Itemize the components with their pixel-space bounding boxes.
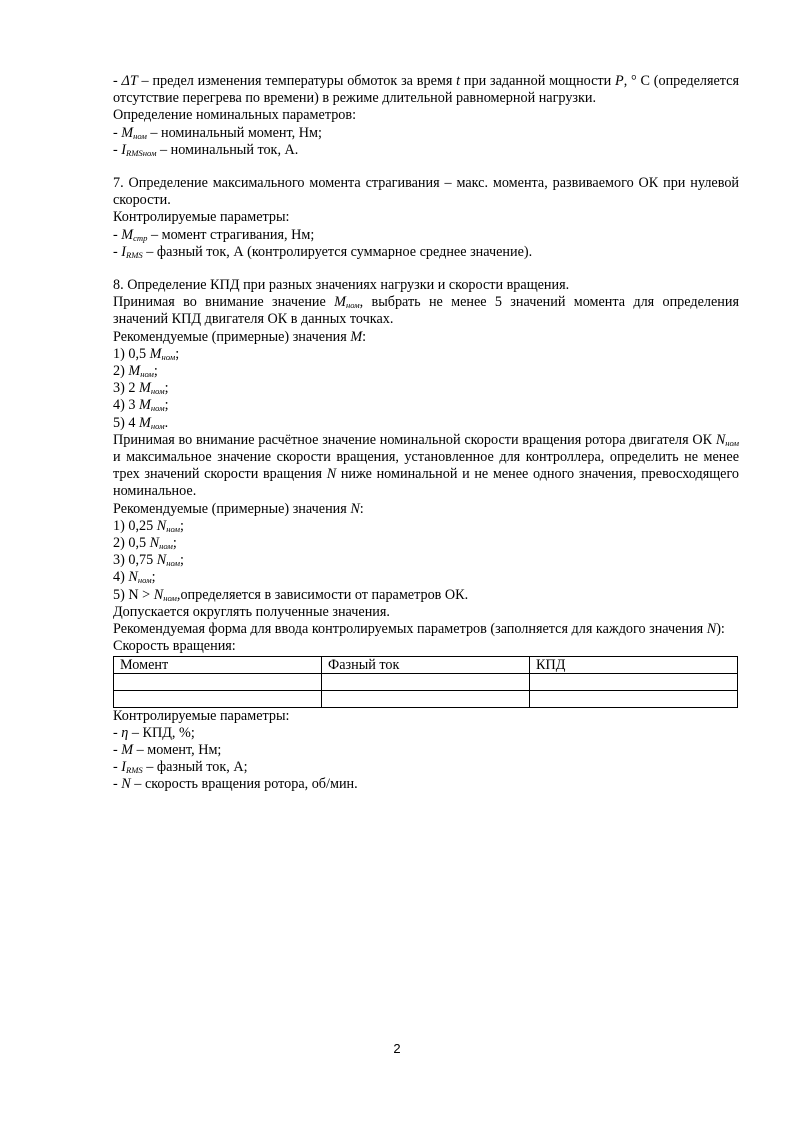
parameters-form-table bbox=[113, 656, 738, 708]
header-efficiency: КПД bbox=[530, 656, 738, 673]
nominal-current-item: - $I_{RMSном}$ – номинальный ток, А. bbox=[113, 141, 299, 158]
rotor-speed-item: - N – скорость вращения ротора, об/мин. bbox=[113, 776, 358, 793]
n-list-item-1: 1) 0,25 $N_{ном}$; bbox=[113, 517, 184, 534]
page-number: 2 bbox=[393, 1041, 401, 1056]
delta-t-definition: - ΔT – предел изменения температуры обмоток за время t при заданной мощности P, ° C (определяется отсутствие перегрева по времени) в режиме длительной равномерной нагрузки. bbox=[113, 73, 739, 107]
table-cell[interactable] bbox=[322, 673, 530, 690]
table-cell[interactable] bbox=[114, 690, 322, 707]
moment-item: - M – момент, Нм; bbox=[113, 741, 222, 758]
section-7-controlled-heading: Контролируемые параметры: bbox=[113, 209, 290, 226]
phase-current-rms-item: - $I_{RMS}$ – фазный ток, А; bbox=[113, 759, 248, 776]
phase-current-item: - $I_{RMS}$ – фазный ток, А (контролируется суммарное среднее значение). bbox=[113, 243, 533, 260]
efficiency-item: - η – КПД, %; bbox=[113, 724, 195, 741]
speed-selection-paragraph: Принимая во внимание расчётное значение номинальной скорости вращения ротора двигателя ОК $N_{ном}$ и максимальное значение скорости вращения, установленное для контроллера, определить не менее трех значений скорости вращения N ниже номинальной и не менее одного значения, превосходящего номинальное. bbox=[113, 431, 739, 500]
n-list-item-5: 5) $N > N_{ном},определяется$ в зависимости от параметров ОК. bbox=[113, 586, 469, 603]
document-page bbox=[113, 73, 739, 794]
table-cell[interactable] bbox=[114, 673, 322, 690]
nominal-moment-item: - $M_{ном}$ – номинальный момент, Нм; bbox=[113, 124, 322, 141]
n-list-item-2: 2) 0,5 $N_{ном}$; bbox=[113, 535, 177, 552]
recommended-m-heading: Рекомендуемые (примерные) значения M: bbox=[113, 328, 367, 345]
header-moment: Момент bbox=[114, 656, 322, 673]
n-list-item-3: 3) 0,75 $N_{ном}$; bbox=[113, 552, 184, 569]
section-7-title: 7. Определение максимального момента страгивания – макс. момента, развиваемого ОК при нулевой скорости. bbox=[113, 175, 739, 209]
nominal-params-heading: Определение номинальных параметров: bbox=[113, 107, 357, 124]
section-8-title: 8. Определение КПД при разных значениях нагрузки и скорости вращения. bbox=[113, 277, 570, 294]
breakaway-moment-item: - $M_{стр}$ – момент страгивания, Нм; bbox=[113, 226, 315, 243]
table-cell[interactable] bbox=[530, 673, 738, 690]
section-8-controlled-heading: Контролируемые параметры: bbox=[113, 707, 290, 724]
form-intro-paragraph: Рекомендуемая форма для ввода контролируемых параметров (заполняется для каждого значения N): bbox=[113, 621, 725, 638]
m-list-item-3: 3) 2 $M_{ном}$; bbox=[113, 380, 169, 397]
m-list-item-5: 5) 4 $M_{ном}$. bbox=[113, 414, 169, 431]
m-list-item-1: 1) 0,5 $M_{ном}$; bbox=[113, 345, 180, 362]
table-row bbox=[114, 690, 738, 707]
m-list-item-4: 4) 3 $M_{ном}$; bbox=[113, 397, 169, 414]
table-row bbox=[114, 673, 738, 690]
n-list-item-4: 4) $N_{ном}$; bbox=[113, 569, 156, 586]
speed-label: Скорость вращения: bbox=[113, 638, 236, 655]
m-list-item-2: 2) $M_{ном}$; bbox=[113, 363, 158, 380]
table-header-row bbox=[114, 656, 738, 673]
table-cell[interactable] bbox=[530, 690, 738, 707]
table-cell[interactable] bbox=[322, 690, 530, 707]
rounding-note: Допускается округлять полученные значения. bbox=[113, 603, 390, 620]
header-phase-current: Фазный ток bbox=[322, 656, 530, 673]
moment-selection-paragraph: Принимая во внимание значение $M_{ном}$, выбрать не менее 5 значений момента для определения значений КПД двигателя ОК в данных точках. bbox=[113, 294, 739, 328]
recommended-n-heading: Рекомендуемые (примерные) значения N: bbox=[113, 500, 364, 517]
